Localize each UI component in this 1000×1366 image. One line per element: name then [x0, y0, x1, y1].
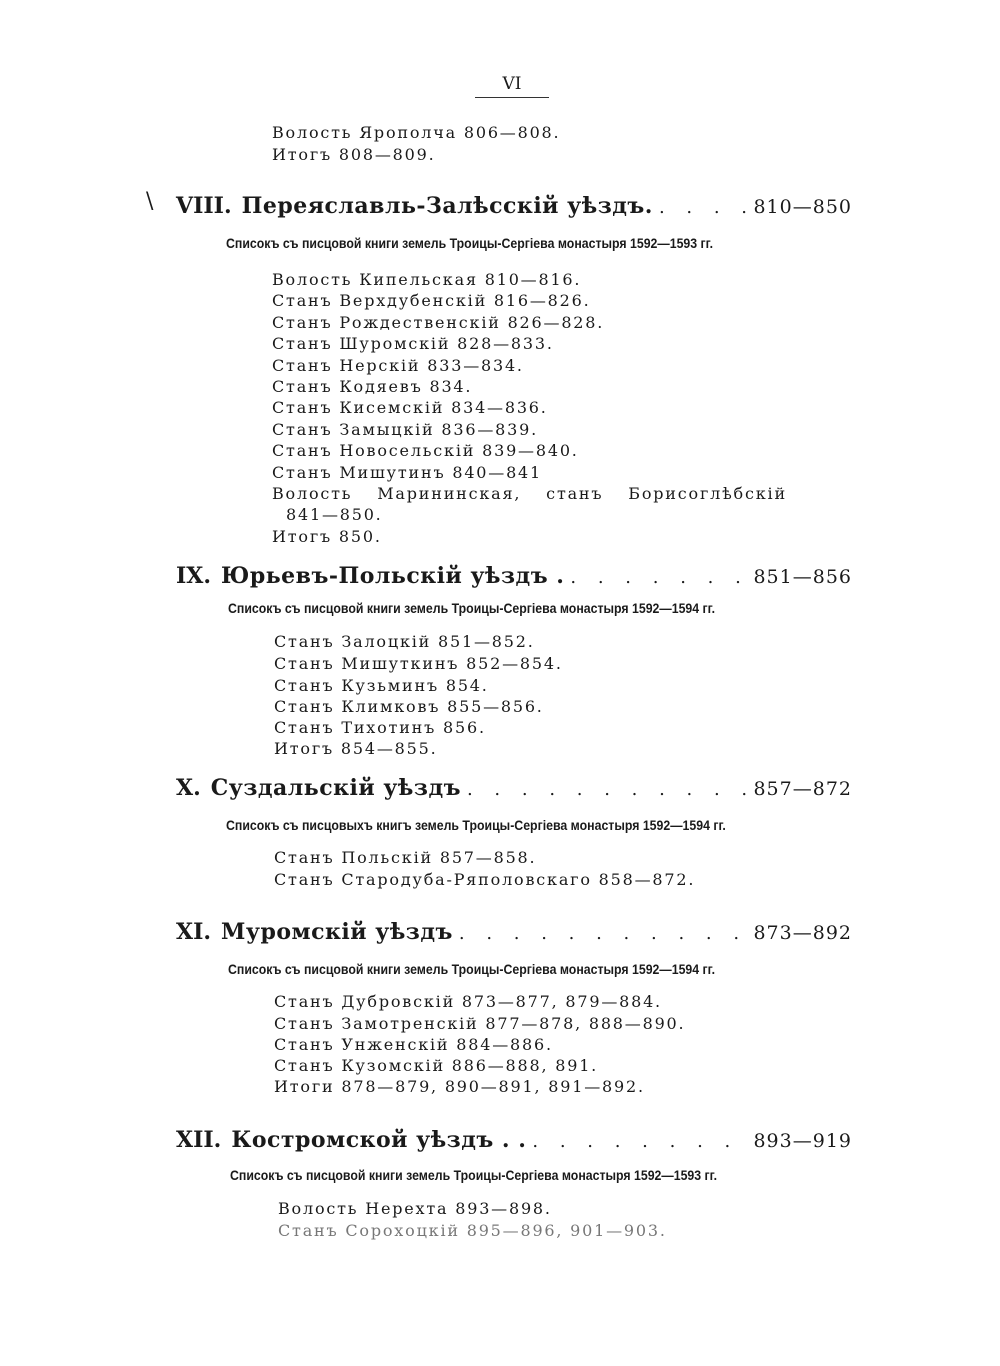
section-heading-viii [176, 192, 852, 222]
entry-line: Станъ Унженскій 884—886. [274, 1035, 553, 1054]
section-title: Суздальскій уѣздъ [210, 775, 461, 801]
entry-line: Итогъ 850. [272, 527, 382, 546]
intro-line: Итогъ 808—809. [272, 145, 436, 164]
section-heading-xii [176, 1126, 852, 1156]
entry-line: Станъ Кисемскій 834—836. [272, 398, 548, 417]
section-numeral: IX. [176, 563, 212, 589]
section-heading-ix [176, 562, 852, 592]
entry-line: Станъ Замыцкій 836—839. [272, 420, 538, 439]
section-numeral: X. [176, 775, 201, 801]
entry-line: Станъ Залоцкій 851—852. [274, 632, 535, 651]
entry-line: Станъ Верхдубенскій 816—826. [272, 291, 591, 310]
section-title: Костромской уѣздъ . . [231, 1127, 527, 1153]
section-source: Списокъ съ писцовой книги земель Троицы-Сергіева монастыря 1592—1593 гг. [226, 235, 714, 251]
dot-leader [532, 1128, 747, 1156]
entry-line: Итоги 878—879, 890—891, 891—892. [274, 1077, 645, 1096]
section-numeral: VIII. [176, 193, 232, 219]
entry-line: Волость Марининская, станъ Борисоглѣбскій [272, 484, 787, 503]
entry-line: Станъ Сорохоцкій 895—896, 901—903. [278, 1221, 667, 1240]
section-source: Списокъ съ писцовой книги земель Троицы-Сергіева монастыря 1592—1594 гг. [228, 961, 716, 977]
section-pages: 857—872 [753, 778, 852, 800]
margin-mark: \ [146, 189, 154, 214]
section-title: Муромскій уѣздъ [221, 919, 453, 945]
section-heading-xi [176, 918, 852, 948]
entry-line: Станъ Кодяевъ 834. [272, 377, 473, 396]
entry-line: Станъ Рождественскій 826—828. [272, 313, 605, 332]
entry-line: Станъ Дубровскій 873—877, 879—884. [274, 992, 662, 1011]
section-numeral: XII. [176, 1127, 222, 1153]
entry-line: Станъ Нерскій 833—834. [272, 356, 524, 375]
entry-line: Станъ Кузьминъ 854. [274, 676, 489, 695]
entry-line: Станъ Польскій 857—858. [274, 848, 537, 867]
entry-line: Станъ Климковъ 855—856. [274, 697, 544, 716]
entry-line: Станъ Стародуба-Ряполовскаго 858—872. [274, 870, 696, 889]
page-number: VI [475, 74, 549, 98]
entry-line: Станъ Новосельскій 839—840. [272, 441, 579, 460]
entry-line: 841—850. [286, 505, 383, 524]
section-source: Списокъ съ писцовыхъ книгъ земель Троицы-Сергіева монастыря 1592—1594 гг. [226, 817, 726, 833]
section-pages: 851—856 [753, 566, 852, 588]
entry-line: Станъ Кузомскій 886—888, 891. [274, 1056, 599, 1075]
entry-line: Станъ Тихотинъ 856. [274, 718, 486, 737]
entry-line: Станъ Мишуткинъ 852—854. [274, 654, 563, 673]
entry-line: Итогъ 854—855. [274, 739, 438, 758]
intro-line: Волость Ярополча 806—808. [272, 123, 561, 142]
dot-leader [467, 776, 747, 804]
section-source: Списокъ съ писцовой книги земель Троицы-Сергіева монастыря 1592—1594 гг. [228, 600, 716, 616]
dot-leader [570, 564, 747, 592]
section-title: Переяславль-Залѣсскій уѣздъ. [241, 193, 653, 219]
entry-line: Станъ Замотренскій 877—878, 888—890. [274, 1014, 686, 1033]
section-numeral: XI. [176, 919, 212, 945]
dot-leader [459, 920, 748, 948]
entry-line: Станъ Шуромскій 828—833. [272, 334, 554, 353]
section-pages: 893—919 [753, 1130, 852, 1152]
entry-line: Волость Кипельская 810—816. [272, 270, 582, 289]
entry-line: Волость Нерехта 893—898. [278, 1199, 552, 1218]
section-pages: 810—850 [753, 196, 852, 218]
section-heading-x [176, 774, 852, 804]
section-title: Юрьевъ-Польскій уѣздъ . [221, 563, 565, 589]
section-pages: 873—892 [753, 922, 852, 944]
dot-leader [659, 194, 748, 222]
section-source: Списокъ съ писцовой книги земель Троицы-Сергіева монастыря 1592—1593 гг. [230, 1167, 718, 1183]
entry-line: Станъ Мишутинъ 840—841 [272, 463, 543, 482]
